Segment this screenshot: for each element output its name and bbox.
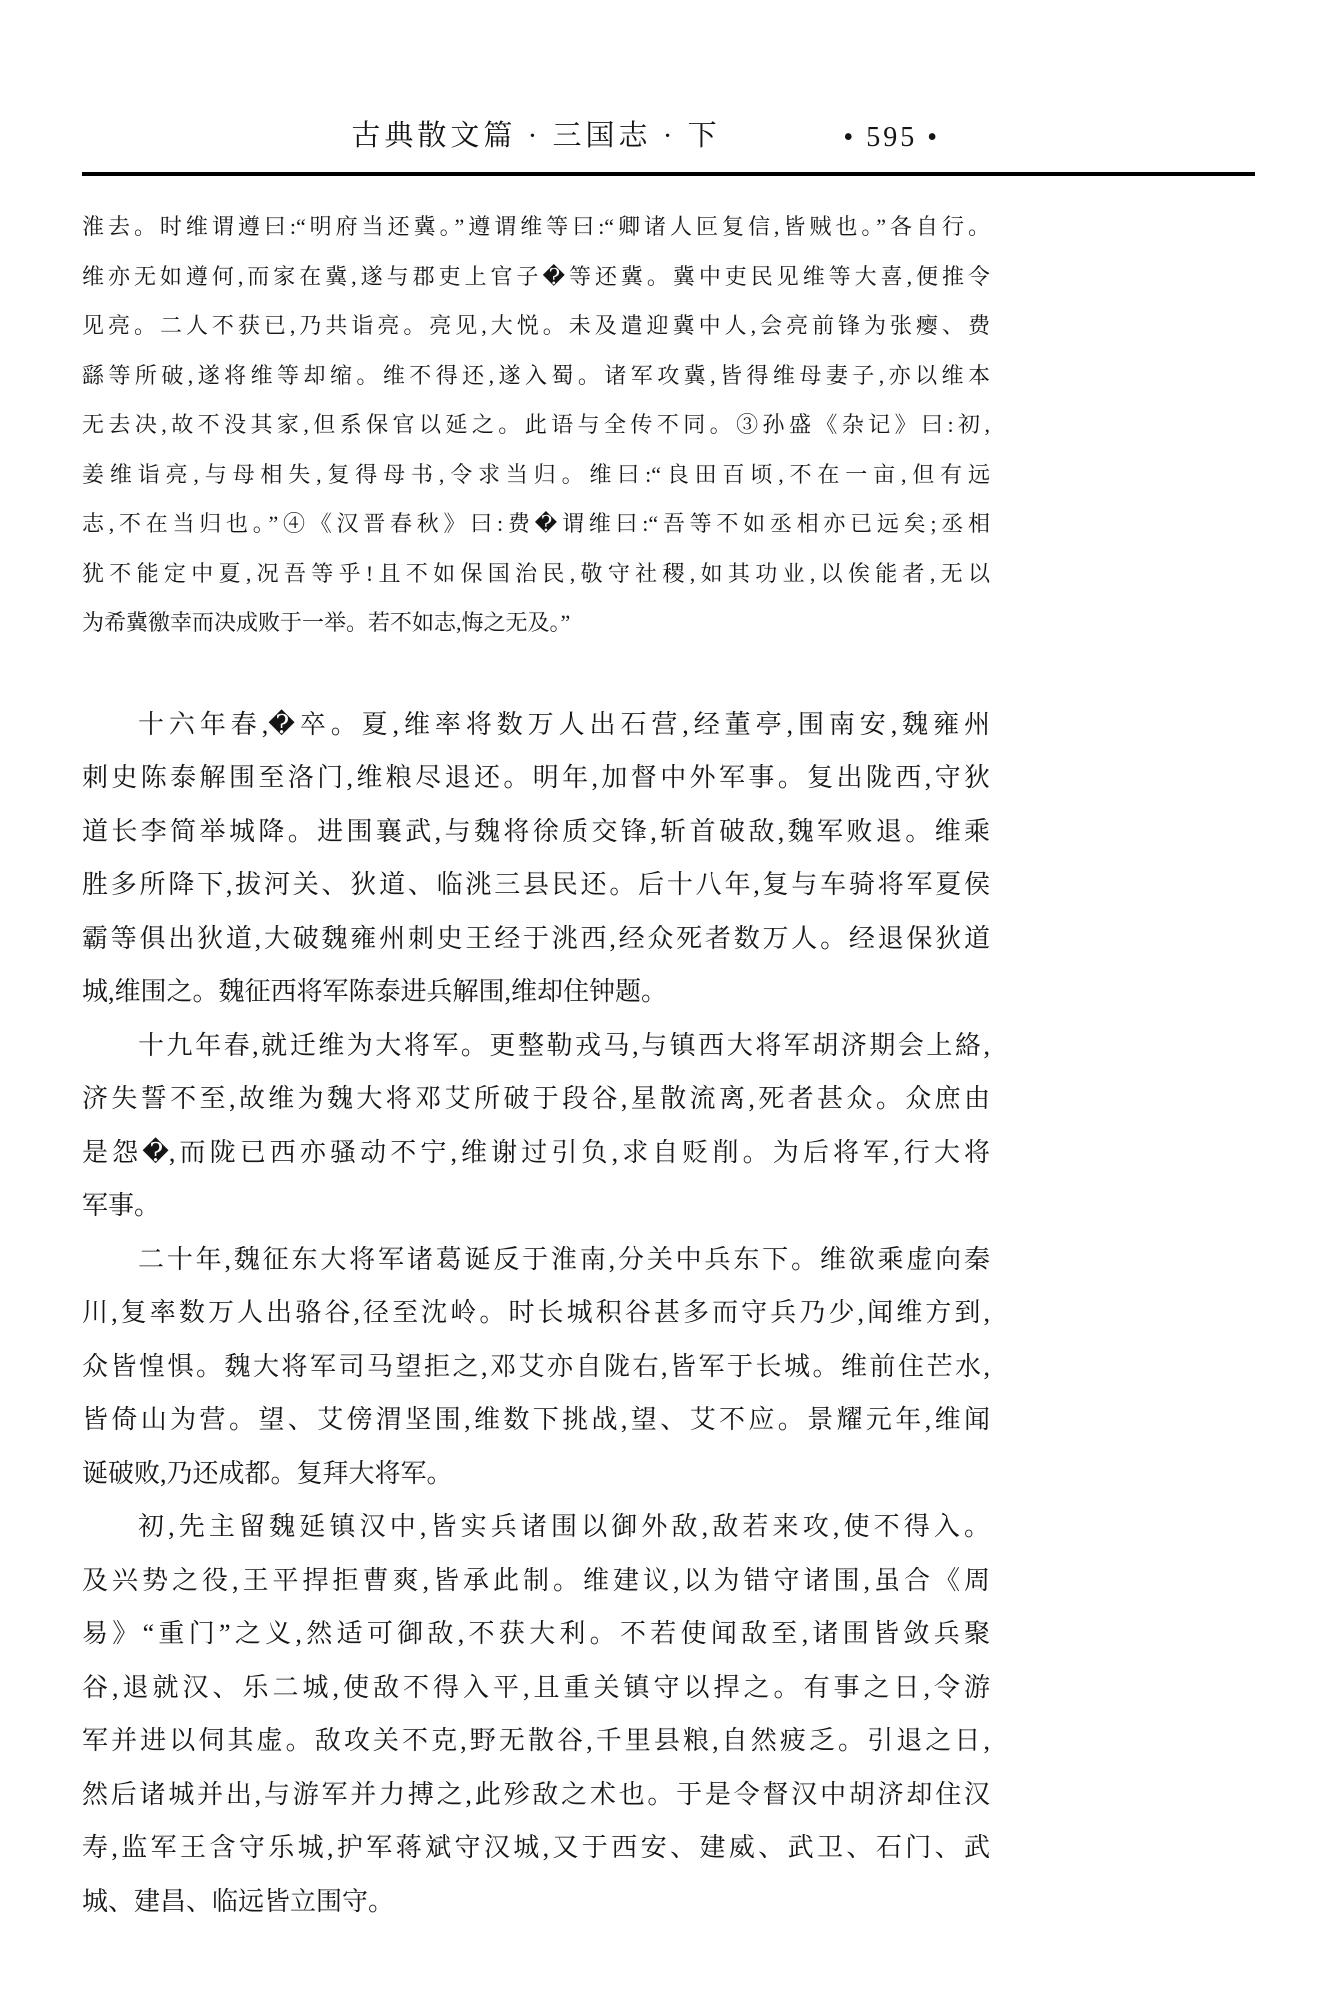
text-line: 初,先主留魏延镇汉中,皆实兵诸围以御外敌,敌若来攻,使不得入。 [138,1512,990,1541]
text-line: 无去决,故不没其家,但系保官以延之。此语与全传不同。③孙盛《杂记》曰:初, [82,412,990,437]
text-line: 姜维诣亮,与母相失,复得母书,令求当归。维曰:“良田百顷,不在一亩,但有远 [82,461,990,487]
text-line: 犹不能定中夏,况吾等乎!且不如保国治民,敬守社稷,如其功业,以俟能者,无以 [82,560,990,586]
text-line: 刺史陈泰解围至洛门,维粮尽退还。明年,加督中外军事。复出陇西,守狄 [82,763,990,792]
text-line: 是怨�,而陇已西亦骚动不宁,维谢过引负,求自贬削。为后将军,行大将 [82,1137,990,1167]
text-line: 寿,监军王含守乐城,护军蒋斌守汉城,又于西安、建威、武卫、石门、武 [82,1833,990,1862]
text-line: 霸等俱出狄道,大破魏雍州刺史王经于洮西,经众死者数万人。经退保狄道 [82,923,990,953]
text-column [82,0,990,1928]
text-line: 志,不在当归也。”④《汉晋春秋》曰:费�谓维曰:“吾等不如丞相亦已远矣;丞相 [82,511,990,536]
text-line: 川,复率数万人出骆谷,径至沈岭。时长城积谷甚多而守兵乃少,闻维方到, [82,1298,990,1327]
page-header [82,0,990,156]
text-line: 二十年,魏征东大将军诸葛诞反于淮南,分关中兵东下。维欲乘虚向秦 [138,1244,990,1274]
page-number: • 595 • [843,122,940,153]
text-line: 十六年春,�卒。夏,维率将数万人出石营,经董亭,围南安,魏雍州 [138,709,990,739]
text-line: 易》“重门”之义,然适可御敌,不获大利。不若使闻敌至,诸围皆敛兵聚 [82,1619,990,1648]
text-line: 维亦无如遵何,而家在冀,遂与郡吏上官子�等还冀。冀中吏民见维等大喜,便推令 [82,263,990,289]
text-line: 然后诸城并出,与游军并力搏之,此殄敌之术也。于是令督汉中胡济却住汉 [82,1779,990,1809]
text-line: 军事。 [82,1191,161,1220]
text-line: 繇等所破,遂将维等却缩。维不得还,遂入蜀。诸军攻冀,皆得维母妻子,亦以维本 [82,362,990,388]
main-paragraph [82,1233,990,1501]
main-text [82,698,990,1929]
header-rule [82,172,1255,176]
main-paragraph [82,698,990,1019]
text-line: 及兴势之役,王平捍拒曹爽,皆承此制。维建议,以为错守诸围,虽合《周 [82,1565,990,1595]
text-line: 道长李简举城降。进围襄武,与魏将徐质交锋,斩首破敌,魏军败退。维乘 [82,816,990,846]
main-paragraph [82,1500,990,1928]
text-line: 济失誓不至,故维为魏大将邓艾所破于段谷,星散流离,死者甚众。众庶由 [82,1084,990,1113]
text-line: 城、建昌、临远皆立围守。 [82,1886,395,1916]
text-line: 胜多所降下,拔河关、狄道、临洮三县民还。后十八年,复与车骑将军夏侯 [82,870,990,899]
text-line: 谷,退就汉、乐二城,使敌不得入平,且重关镇守以捍之。有事之日,令游 [82,1672,990,1702]
page-title: 古典散文篇 · 三国志 · 下 [351,120,721,152]
text-line: 见亮。二人不获已,乃共诣亮。亮见,大悦。未及遣迎冀中人,会亮前锋为张瘿、费 [82,313,990,338]
text-line: 众皆惶惧。魏大将军司马望拒之,邓艾亦自陇右,皆军于长城。维前住芒水, [82,1351,990,1381]
annotation-block [82,202,990,648]
text-line: 为希冀徼幸而决成败于一举。若不如志,悔之无及。” [82,610,571,635]
text-line: 军并进以伺其虚。敌攻关不克,野无散谷,千里县粮,自然疲乏。引退之日, [82,1726,990,1755]
text-line: 诞破败,乃还成都。复拜大将军。 [82,1458,453,1488]
text-line: 皆倚山为营。望、艾傍渭坚围,维数下挑战,望、艾不应。景耀元年,维闻 [82,1405,990,1434]
main-paragraph [82,1019,990,1233]
text-line: 城,维围之。魏征西将军陈泰进兵解围,维却住钟题。 [82,977,668,1006]
text-line: 十九年春,就迁维为大将军。更整勒戎马,与镇西大将军胡济期会上絡, [138,1030,990,1060]
text-line: 淮去。时维谓遵曰:“明府当还冀。”遵谓维等曰:“卿诸人叵复信,皆贼也。”各自行。 [82,214,990,239]
